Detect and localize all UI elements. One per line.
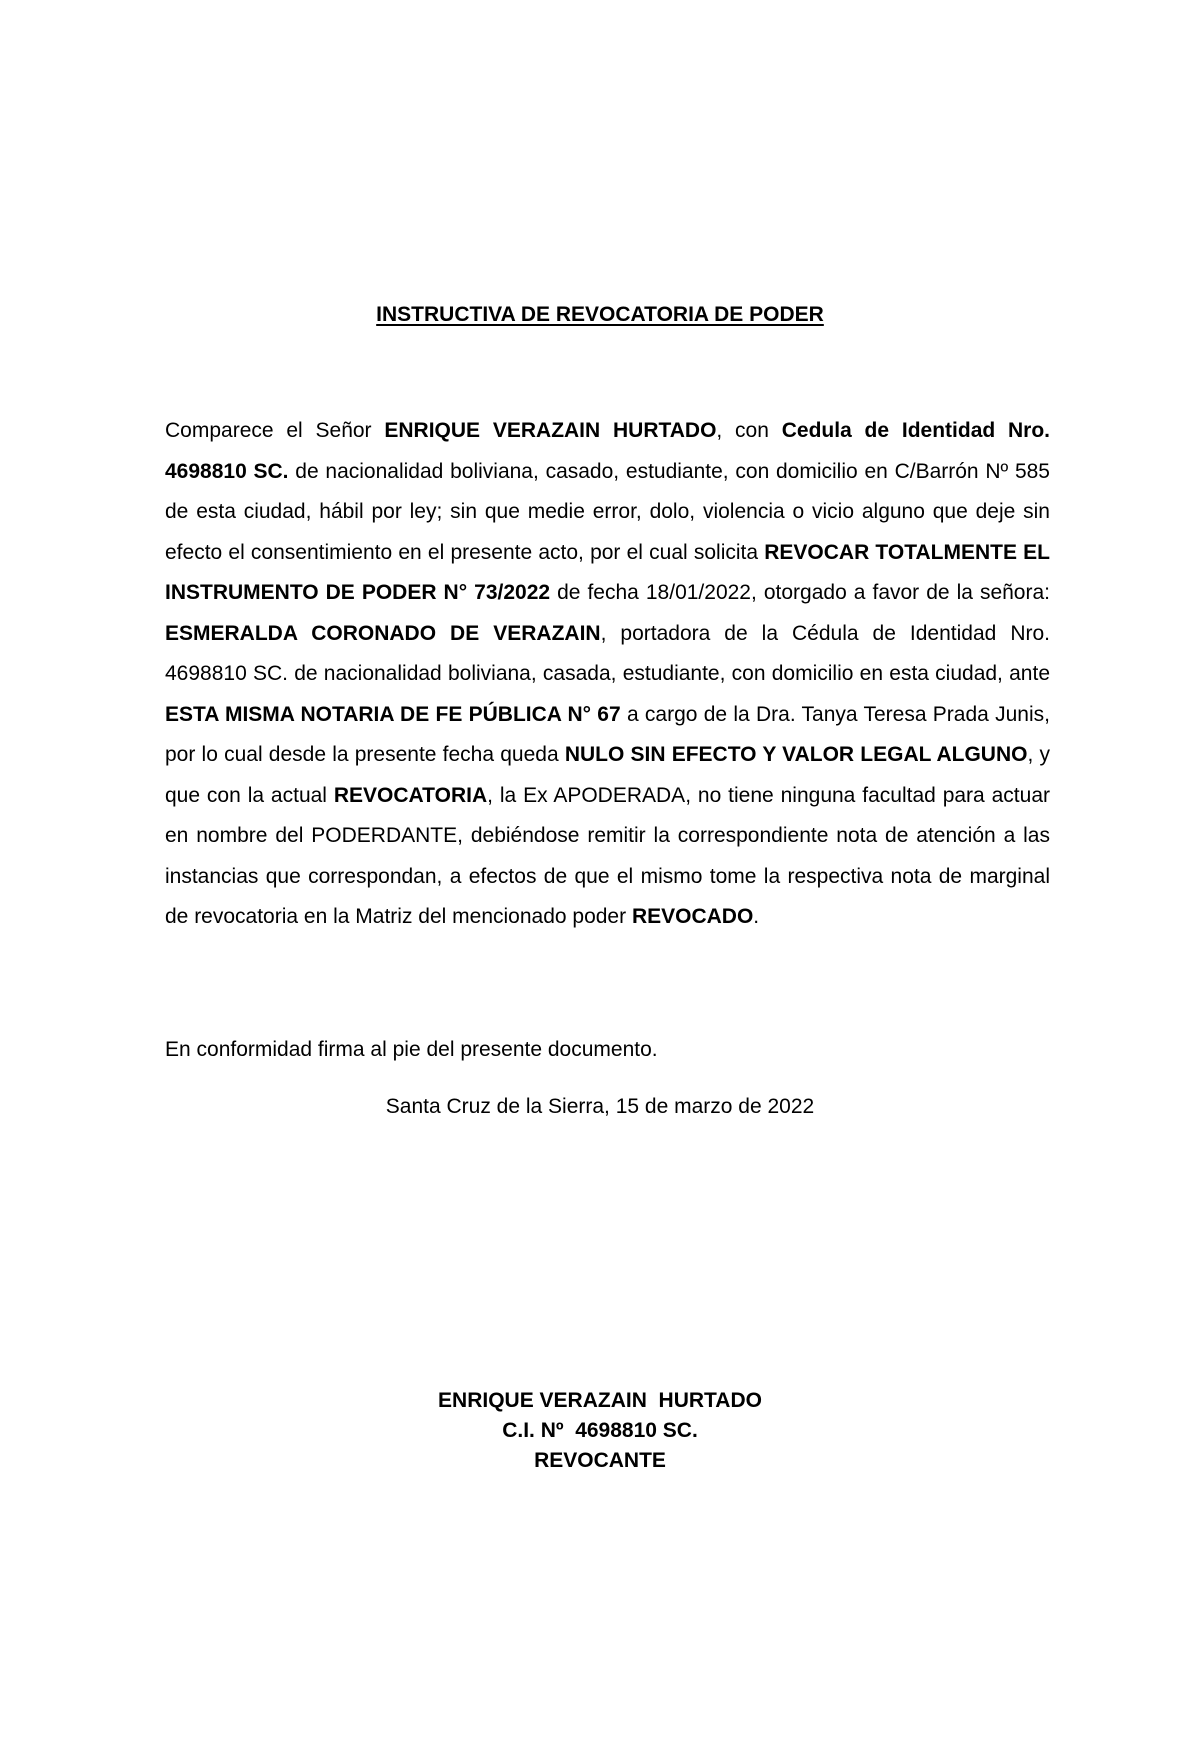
signatory-id: C.I. Nº 4698810 SC. (502, 1419, 698, 1442)
closing-line: En conformidad firma al pie del presente documento. (165, 1038, 658, 1061)
nullity-statement: NULO SIN EFECTO Y VALOR LEGAL ALGUNO (564, 743, 1028, 766)
body-text-1: Comparece el Señor (165, 419, 385, 442)
attorney-name: ESMERALDA CORONADO DE VERAZAIN (165, 621, 601, 645)
place-date-line: Santa Cruz de la Sierra, 15 de marzo de 2022 (385, 1095, 815, 1118)
revoked-word: REVOCADO (631, 905, 754, 928)
signature-block (0, 1386, 1200, 1476)
revocation-statement: REVOCAR TOTALMENTE EL INSTRUMENTO DE PODER N° 73/2022 (165, 540, 1050, 604)
body-text-8: , la Ex APODERADA, no tiene ninguna facultad para actuar en nombre del PODERDANTE, debiéndose remitir la correspondiente nota de atención a las instancias que correspondan, a efectos de que el mismo tome la respectiva nota de marginal de revocatoria en la Matriz del mencionado poder (165, 783, 1050, 928)
revocation-word: REVOCATORIA (333, 783, 488, 807)
body-text-2: , con (716, 419, 782, 442)
body-paragraph (165, 411, 1050, 938)
body-text-7: , y que con la actual (165, 743, 1050, 807)
notary-reference: ESTA MISMA NOTARIA DE FE PÚBLICA N° 67 (165, 702, 621, 726)
document-title: INSTRUCTIVA DE REVOCATORIA DE PODER (376, 303, 824, 326)
body-text-4: de fecha 18/01/2022, otorgado a favor de la señora: (550, 581, 1050, 604)
grantor-name: ENRIQUE VERAZAIN HURTADO (384, 419, 717, 442)
body-text-3: de nacionalidad boliviana, casado, estudiante, con domicilio en C/Barrón Nº 585 de esta ciudad, hábil por ley; sin que medie error, dolo, violencia o vicio alguno que deje sin efecto el consentimiento en el presente acto, por el cual solicita (165, 459, 1050, 564)
signatory-role: REVOCANTE (534, 1449, 666, 1472)
body-text-6: a cargo de la Dra. Tanya Teresa Prada Junis, por lo cual desde la presente fecha queda (165, 702, 1050, 766)
grantor-id: Cedula de Identidad Nro. 4698810 SC. (165, 419, 1051, 483)
body-text-9: . (753, 905, 760, 928)
body-text-5: , portadora de la Cédula de Identidad Nro. 4698810 SC. de nacionalidad boliviana, casada, estudiante, con domicilio en esta ciudad, ante (165, 621, 1051, 685)
signatory-name: ENRIQUE VERAZAIN HURTADO (438, 1389, 762, 1412)
